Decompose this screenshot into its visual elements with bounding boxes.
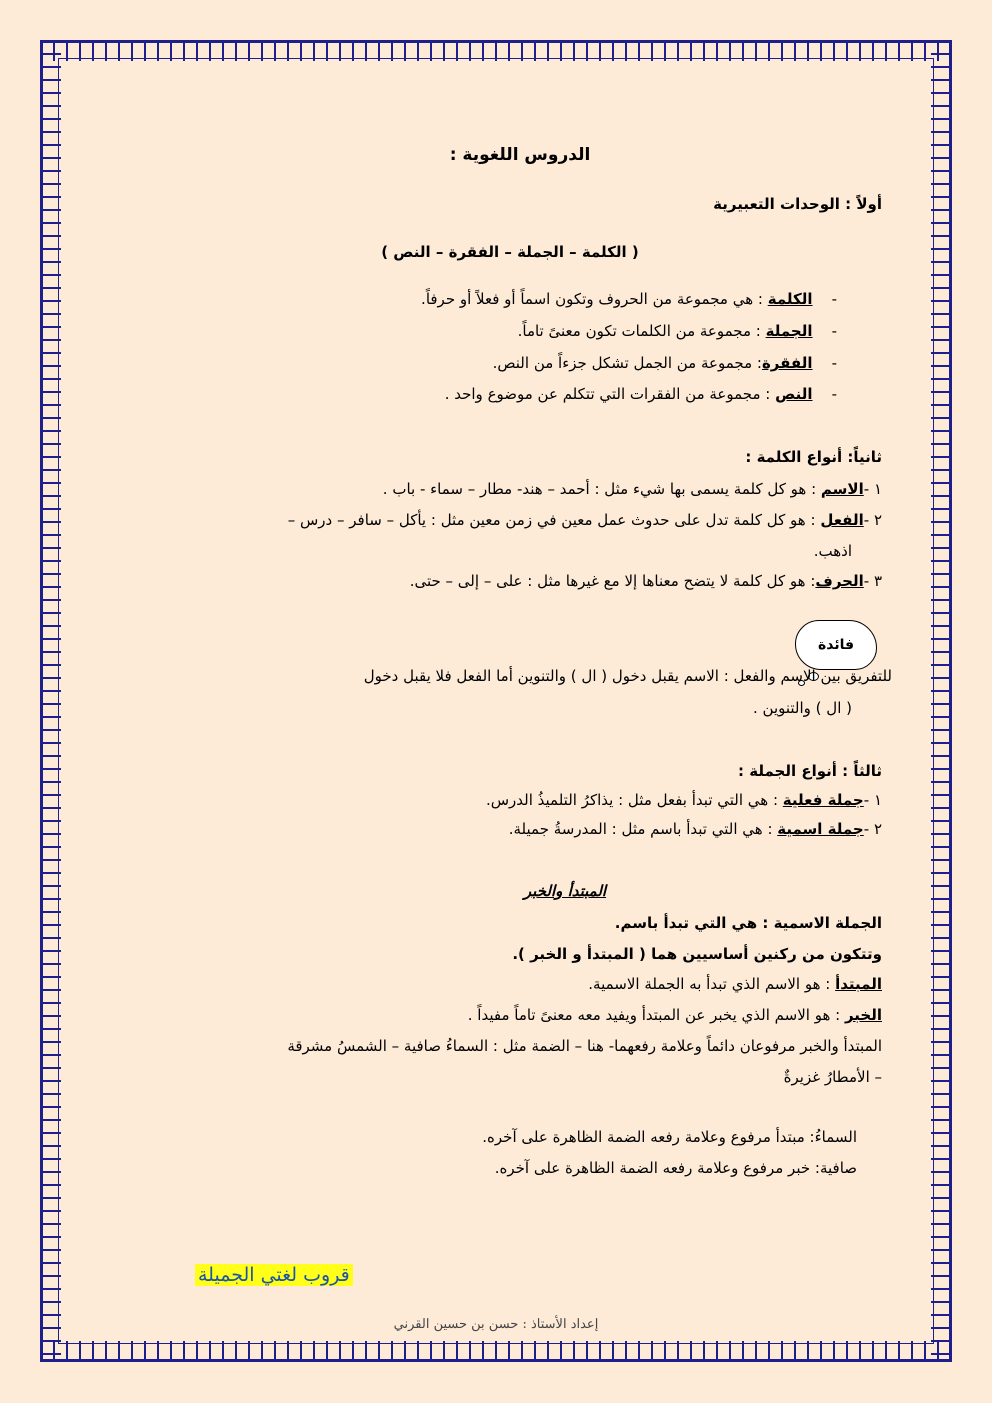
page-title: الدروس اللغوية :: [449, 145, 591, 165]
section4-heading: المبتدأ والخبر: [523, 882, 607, 900]
author-footer: إعداد الأستاذ : حسن بن حسين القرني: [393, 1317, 599, 1332]
section1-subheading: ( الكلمة – الجملة – الفقرة – النص ): [381, 243, 639, 261]
list-item: - الجملة : مجموعة من الكلمات تكون معنىً تاماً.: [517, 322, 837, 340]
section1-heading: أولاً : الوحدات التعبيرية: [713, 195, 882, 213]
note-cloud: فائدة: [795, 620, 877, 670]
note-text: ( ال ) والتنوين .: [753, 699, 852, 717]
section3-heading: ثالثاً : أنواع الجملة :: [738, 762, 882, 780]
list-item: - الفقرة: مجموعة من الجمل تشكل جزءاً من النص.: [492, 354, 837, 372]
definition: المبتدأ : هو الاسم الذي تبدأ به الجملة الاسمية.: [588, 975, 882, 993]
list-item: ١ -جملة فعلية : هي التي تبدأ بفعل مثل : يذاكرُ التلميذُ الدرس.: [485, 791, 882, 809]
list-item: ٣ -الحرف: هو كل كلمة لا يتضح معناها إلا مع غيرها مثل : على – إلى – حتى.: [409, 572, 882, 590]
list-item-continuation: اذهب.: [813, 542, 852, 560]
parse-line: السماءُ: مبتدأ مرفوع وعلامة رفعه الضمة الظاهرة على آخره.: [482, 1128, 857, 1146]
list-item: - النص : مجموعة من الفقرات التي تتكلم عن موضوع واحد .: [444, 385, 837, 403]
note-text: للتفريق بين الاسم والفعل : الاسم يقبل دخول ( ال ) والتنوين أما الفعل فلا يقبل دخول: [363, 667, 892, 685]
parse-line: صافية: خبر مرفوع وعلامة رفعه الضمة الظاهرة على آخره.: [494, 1159, 857, 1177]
group-signature: قروب لغتي الجميلة: [195, 1264, 353, 1286]
paragraph: – الأمطارُ غزيرةٌ: [783, 1068, 882, 1086]
border-bottom: [40, 1341, 952, 1362]
border-right: [931, 40, 952, 1362]
paragraph: المبتدأ والخبر مرفوعان دائماً وعلامة رفعهما- هنا – الضمة مثل : السماءُ صافية – الشمسُ مشرقة: [287, 1037, 882, 1055]
paragraph: وتتكون من ركنين أساسيين هما ( المبتدأ و الخبر ).: [512, 945, 882, 963]
list-item: ٢ -جملة اسمية : هي التي تبدأ باسم مثل : المدرسةُ جميلة.: [508, 820, 882, 838]
list-item: ١ -الاسم : هو كل كلمة يسمى بها شيء مثل : أحمد – هند- مطار – سماء - باب .: [382, 480, 882, 498]
list-item: ٢ -الفعل : هو كل كلمة تدل على حدوث عمل معين في زمن معين مثل : يأكل – سافر – درس –: [287, 511, 882, 529]
definition: الخبر : هو الاسم الذي يخبر عن المبتدأ ويفيد معه معنىً تاماً مفيداً .: [467, 1006, 882, 1024]
list-item: - الكلمة : هي مجموعة من الحروف وتكون اسماً أو فعلاً أو حرفاً.: [421, 290, 837, 308]
paragraph: الجملة الاسمية : هي التي تبدأ باسم.: [614, 914, 882, 932]
section2-heading: ثانياً: أنواع الكلمة :: [745, 448, 882, 466]
